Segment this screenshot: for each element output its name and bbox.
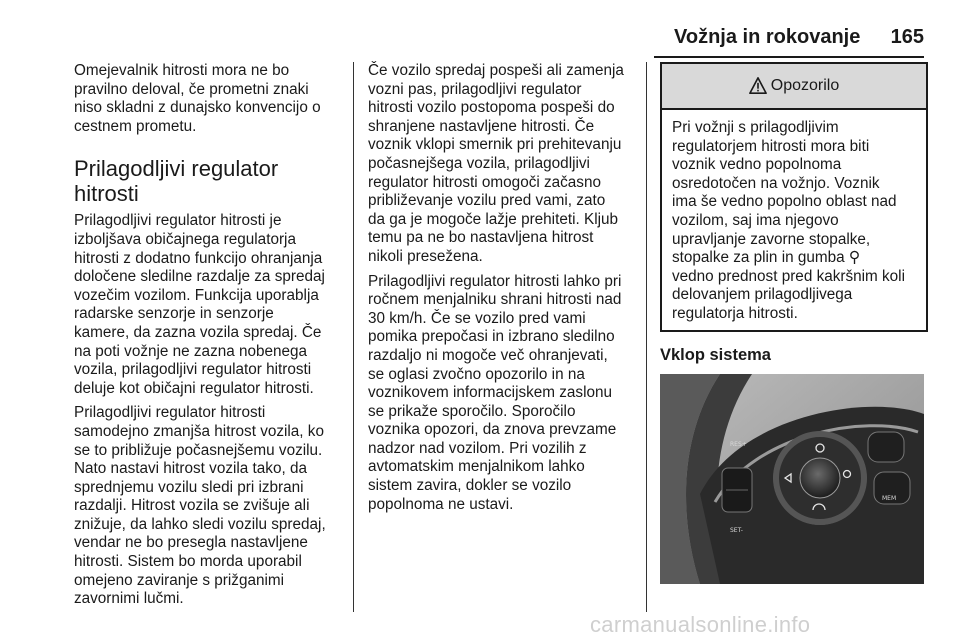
section-title: Prilagodljivi regulator hitrosti [74, 156, 279, 207]
warning-box [660, 62, 928, 332]
column-divider [646, 62, 647, 612]
warning-triangle-icon [749, 77, 767, 95]
watermark: carmanualsonline.info [590, 612, 811, 637]
intro-paragraph: Omejevalnik hitrosti mora ne bo pravilno deloval, če prometni znaki niso skladni z dunajsko konvencijo o cestnem prometu. [74, 62, 321, 135]
column-middle [368, 62, 636, 520]
warning-title: Opozorilo [770, 76, 840, 94]
paragraph: Prilagodljivi regulator hitrosti lahko pri ročnem menjalniku shrani hitrosti nad 30 km/h. Če se vozilo pred vami pomika prepočasi in izbrano sledilno razdaljo ni mogoče več ohranjevati, se oglasi zvočno opozorilo in na voznikovem informacijskem zaslonu se prikaže sporočilo. Sporočilo voznika opozori, da znova prevzame nadzor nad vozilom. Pri vozilih z avtomatskim menjalnikom lahko sistem zavira, dokler se vozilo popolnoma ne ustavi. [368, 272, 622, 513]
warning-header [662, 64, 926, 110]
paragraph: Če vozilo spredaj pospeši ali zamenja vozni pas, prilagodljivi regulator hitrosti vozilo postopoma pospeši do shranjene nastavljene hitrosti. Če voznik vklopi smernik pri prehitevanju počasnejšega vozila, prilagodljivi regulator hitrosti omogoči začasno približevanje vozilu pred vami, zato da ga je mogoče lažje prehiteti. Kljub temu pa ne bo nastavljena hitrost nikoli presežena. [368, 62, 624, 265]
page-number: 165 [890, 26, 924, 48]
mem-label: MEM [882, 495, 897, 503]
column-right [660, 62, 928, 584]
steering-wheel-controls-illustration [660, 374, 924, 584]
page-header [654, 26, 924, 56]
res-label: RES+ [730, 441, 747, 449]
paragraph: Prilagodljivi regulator hitrosti samodejno zmanjša hitrost vozila, ko se to približuje počasnejšemu vozilu. Nato nastavi hitrost vozila tako, da sprednjemu vozilu sledi pri izbrani razdalji. Hitrost vozila se zvišuje ali znižuje, da lahko sledi vozilu spredaj, vendar ne bo presegla nastavljene hitrosti. Sistem bo morda uporabil omejeno zaviranje s prižganimi zavornimi lučmi. [74, 404, 326, 608]
steering-wheel-controls-figure [660, 374, 924, 584]
column-left [74, 62, 344, 615]
subheading: Vklop sistema [660, 345, 771, 364]
set-label: SET- [730, 527, 743, 535]
header-rule [654, 56, 924, 58]
column-divider [353, 62, 354, 612]
header-title: Vožnja in rokovanje [674, 26, 861, 48]
warning-text: Pri vožnji s prilagodljivim regulatorjem hitrosti mora biti voznik vedno popolnoma osredotočen na vožnjo. Voznik ima še vedno popolno oblast nad vozilom, saj ima njegovo upravljanje zavorne stopalke, stopalke za plin in gumba ⚲ vedno prednost pred kakršnim koli delovanjem prilagodljivega regulatorja hitrosti. [672, 119, 905, 322]
paragraph: Prilagodljivi regulator hitrosti je izboljšava običajnega regulatorja hitrosti z dodatno funkcijo ohranjanja določene sledilne razdalje za spredaj vozečim vozilom. Funkcija uporablja radarske senzorje in senzorje kamere, da zazna vozila spredaj. Če na poti vožnje ne zazna nobenega vozila, prilagodljivi regulator hitrosti deluje kot običajni regulator hitrosti. [74, 212, 325, 397]
